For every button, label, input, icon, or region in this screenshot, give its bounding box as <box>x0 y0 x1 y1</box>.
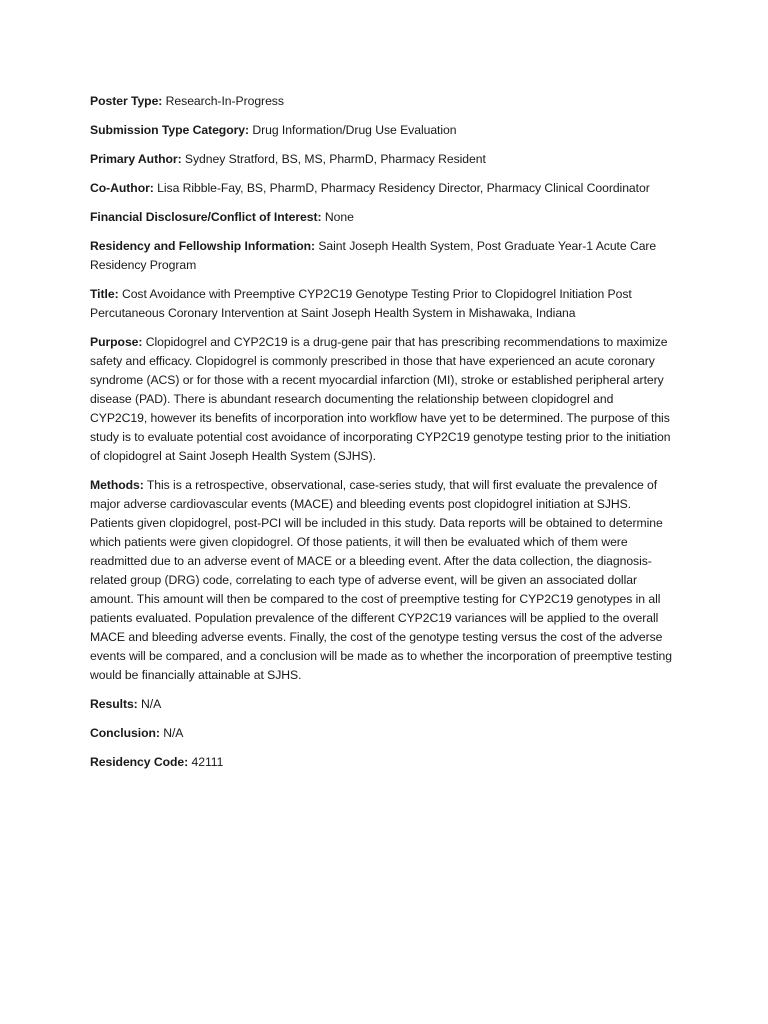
field-label: Residency Code: <box>90 755 189 769</box>
field-value: Cost Avoidance with Preemptive CYP2C19 Genotype Testing Prior to Clopidogrel Initiation Post Percutaneous Coronary Intervention at Saint Joseph Health System in Mishawaka, Indiana <box>90 287 632 320</box>
title-field <box>90 285 672 323</box>
field-value: Saint Joseph Health System, Post Graduate Year-1 Acute Care Residency Program <box>90 239 657 272</box>
field-value: N/A <box>163 726 184 740</box>
purpose-field <box>90 333 672 466</box>
field-label: Title: <box>90 287 119 301</box>
field-label: Residency and Fellowship Information: <box>90 239 315 253</box>
field-label: Purpose: <box>90 335 143 349</box>
field-value: None <box>324 210 354 224</box>
field-value: N/A <box>141 697 162 711</box>
field-label: Conclusion: <box>90 726 160 740</box>
financial-disclosure-field <box>90 208 672 227</box>
conclusion-field <box>90 724 672 743</box>
field-label: Submission Type Category: <box>90 123 250 137</box>
field-label: Primary Author: <box>90 152 182 166</box>
co-author-field <box>90 179 672 198</box>
field-label: Financial Disclosure/Conflict of Interest: <box>90 210 322 224</box>
poster-type-field <box>90 92 672 111</box>
primary-author-field <box>90 150 672 169</box>
submission-type-field <box>90 121 672 140</box>
field-value: Sydney Stratford, BS, MS, PharmD, Pharmacy Resident <box>184 152 486 166</box>
field-label: Co-Author: <box>90 181 154 195</box>
field-label: Results: <box>90 697 138 711</box>
residency-info-field <box>90 237 672 275</box>
field-value: Drug Information/Drug Use Evaluation <box>252 123 457 137</box>
residency-code-field <box>90 753 672 772</box>
methods-field <box>90 476 672 685</box>
field-value: This is a retrospective, observational, case-series study, that will first evaluate the prevalence of major adverse cardiovascular events (MACE) and bleeding events post clopidogrel initiation at SJHS. Patients given clopidogrel, post-PCI will be included in this study. Data reports will be obtained to determine which patients were given clopidogrel. Of those patients, it will then be evaluated which of them were readmitted due to an adverse event of MACE or a bleeding event. After the data collection, the diagnosis-related group (DRG) code, correlating to each type of adverse event, will be given an associated dollar amount. This amount will then be compared to the cost of preemptive testing for CYP2C19 genotypes in all patients evaluated. Population prevalence of the different CYP2C19 variances will be applied to the overall MACE and bleeding adverse events. Finally, the cost of the genotype testing versus the cost of the adverse events will be compared, and a conclusion will be made as to whether the incorporation of preemptive testing would be financially attainable at SJHS. <box>90 478 672 682</box>
field-label: Methods: <box>90 478 144 492</box>
field-value: Lisa Ribble-Fay, BS, PharmD, Pharmacy Residency Director, Pharmacy Clinical Coordinator <box>157 181 650 195</box>
field-label: Poster Type: <box>90 94 163 108</box>
results-field <box>90 695 672 714</box>
field-value: Clopidogrel and CYP2C19 is a drug-gene pair that has prescribing recommendations to maximize safety and efficacy. Clopidogrel is commonly prescribed in those that have experienced an acute coronary syndrome (ACS) or for those with a recent myocardial infarction (MI), stroke or established peripheral artery disease (PAD). There is abundant research documenting the relationship between clopidogrel and CYP2C19, however its benefits of incorporation into workflow have yet to be determined. The purpose of this study is to evaluate potential cost avoidance of incorporating CYP2C19 genotype testing prior to the initiation of clopidogrel at Saint Joseph Health System (SJHS). <box>90 335 671 463</box>
field-value: Research-In-Progress <box>165 94 284 108</box>
document-page <box>90 92 672 782</box>
field-value: 42111 <box>191 755 224 769</box>
